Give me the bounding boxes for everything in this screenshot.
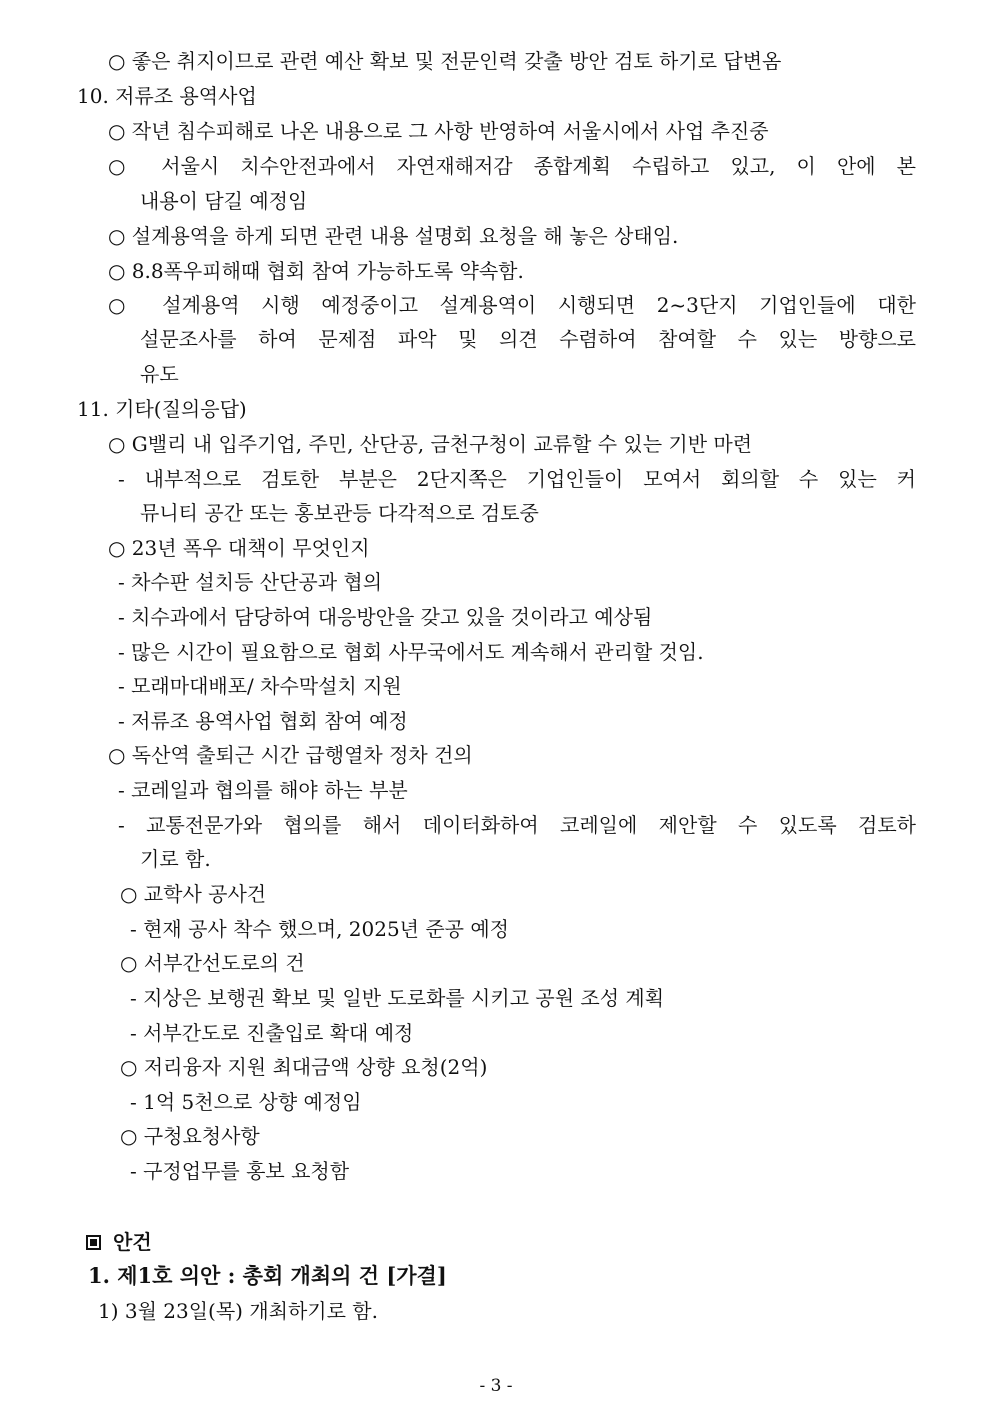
text-line: ○ 독산역 출퇴근 시간 급행열차 정차 건의 — [108, 743, 473, 767]
text-line: - 모래마대배포/ 차수막설치 지원 — [118, 674, 402, 698]
text-line: ○ 서부간선도로의 건 — [120, 951, 305, 975]
agenda-label: 안건 — [113, 1230, 152, 1254]
text-line: - 많은 시간이 필요함으로 협회 사무국에서도 계속해서 관리할 것임. — [118, 640, 704, 664]
text-line: ○ 저리융자 지원 최대금액 상향 요청(2억) — [120, 1055, 488, 1079]
text-line: - 구정업무를 홍보 요청함 — [130, 1159, 350, 1183]
text-line: 기로 함. — [140, 847, 211, 871]
text-line: - 지상은 보행권 확보 및 일반 도로화를 시키고 공원 조성 계획 — [130, 986, 665, 1010]
section-heading: 11. 기타(질의응답) — [77, 397, 247, 421]
text-line: ○ 23년 폭우 대책이 무엇인지 — [108, 536, 370, 560]
text-line: ○ 작년 침수피해로 나온 내용으로 그 사항 반영하여 서울시에서 사업 추진중 — [108, 119, 769, 143]
text-line: - 코레일과 협의를 해야 하는 부분 — [118, 778, 408, 802]
filled-square-icon — [86, 1235, 101, 1250]
text-line: 내용이 담길 예정임 — [140, 189, 308, 213]
text-line: ○ 구청요청사항 — [120, 1124, 260, 1148]
text-line: ○ 8.8폭우피해때 협회 참여 가능하도록 약속함. — [108, 259, 524, 283]
page-number: - 3 - — [479, 1376, 513, 1396]
text-line: 뮤니티 공간 또는 홍보관등 다각적으로 검토중 — [140, 501, 539, 525]
text-line: ○ 설계용역을 하게 되면 관련 내용 설명회 요청을 해 놓은 상태임. — [108, 224, 679, 248]
text-line: - 1억 5천으로 상향 예정임 — [130, 1090, 362, 1114]
text-line: 설문조사를 하여 문제점 파악 및 의견 수렴하여 참여할 수 있는 방향으로 — [140, 327, 916, 351]
text-line: - 차수판 설치등 산단공과 협의 — [118, 570, 383, 594]
text-line: - 내부적으로 검토한 부분은 2단지쪽은 기업인들이 모여서 회의할 수 있는 커 — [118, 467, 916, 491]
text-line: - 교통전문가와 협의를 해서 데이터화하여 코레일에 제안할 수 있도록 검토하 — [118, 813, 916, 837]
text-line: ○ 좋은 취지이므로 관련 예산 확보 및 전문인력 갖출 방안 검토 하기로 답변옴 — [108, 49, 782, 73]
text-line: ○ 교학사 공사건 — [120, 882, 267, 906]
text-line: ○ G밸리 내 입주기업, 주민, 산단공, 금천구청이 교류할 수 있는 기반 마련 — [108, 432, 753, 456]
text-line: ○ 설계용역 시행 예정중이고 설계용역이 시행되면 2~3단지 기업인들에 대한 — [108, 293, 916, 317]
agenda-heading — [86, 1228, 152, 1256]
text-line: - 치수과에서 담당하여 대응방안을 갖고 있을 것이라고 예상됨 — [118, 605, 653, 629]
motion-title: 1. 제1호 의안 : 총회 개최의 건 [가결] — [88, 1263, 447, 1288]
text-line: - 현재 공사 착수 했으며, 2025년 준공 예정 — [130, 917, 509, 941]
text-line: 유도 — [140, 362, 179, 386]
text-line: - 서부간도로 진출입로 확대 예정 — [130, 1021, 414, 1045]
text-line: - 저류조 용역사업 협회 참여 예정 — [118, 709, 408, 733]
section-heading: 10. 저류조 용역사업 — [77, 84, 257, 108]
motion-item: 1) 3월 23일(목) 개최하기로 함. — [98, 1299, 378, 1323]
text-line: ○ 서울시 치수안전과에서 자연재해저감 종합계획 수립하고 있고, 이 안에 본 — [108, 154, 916, 178]
